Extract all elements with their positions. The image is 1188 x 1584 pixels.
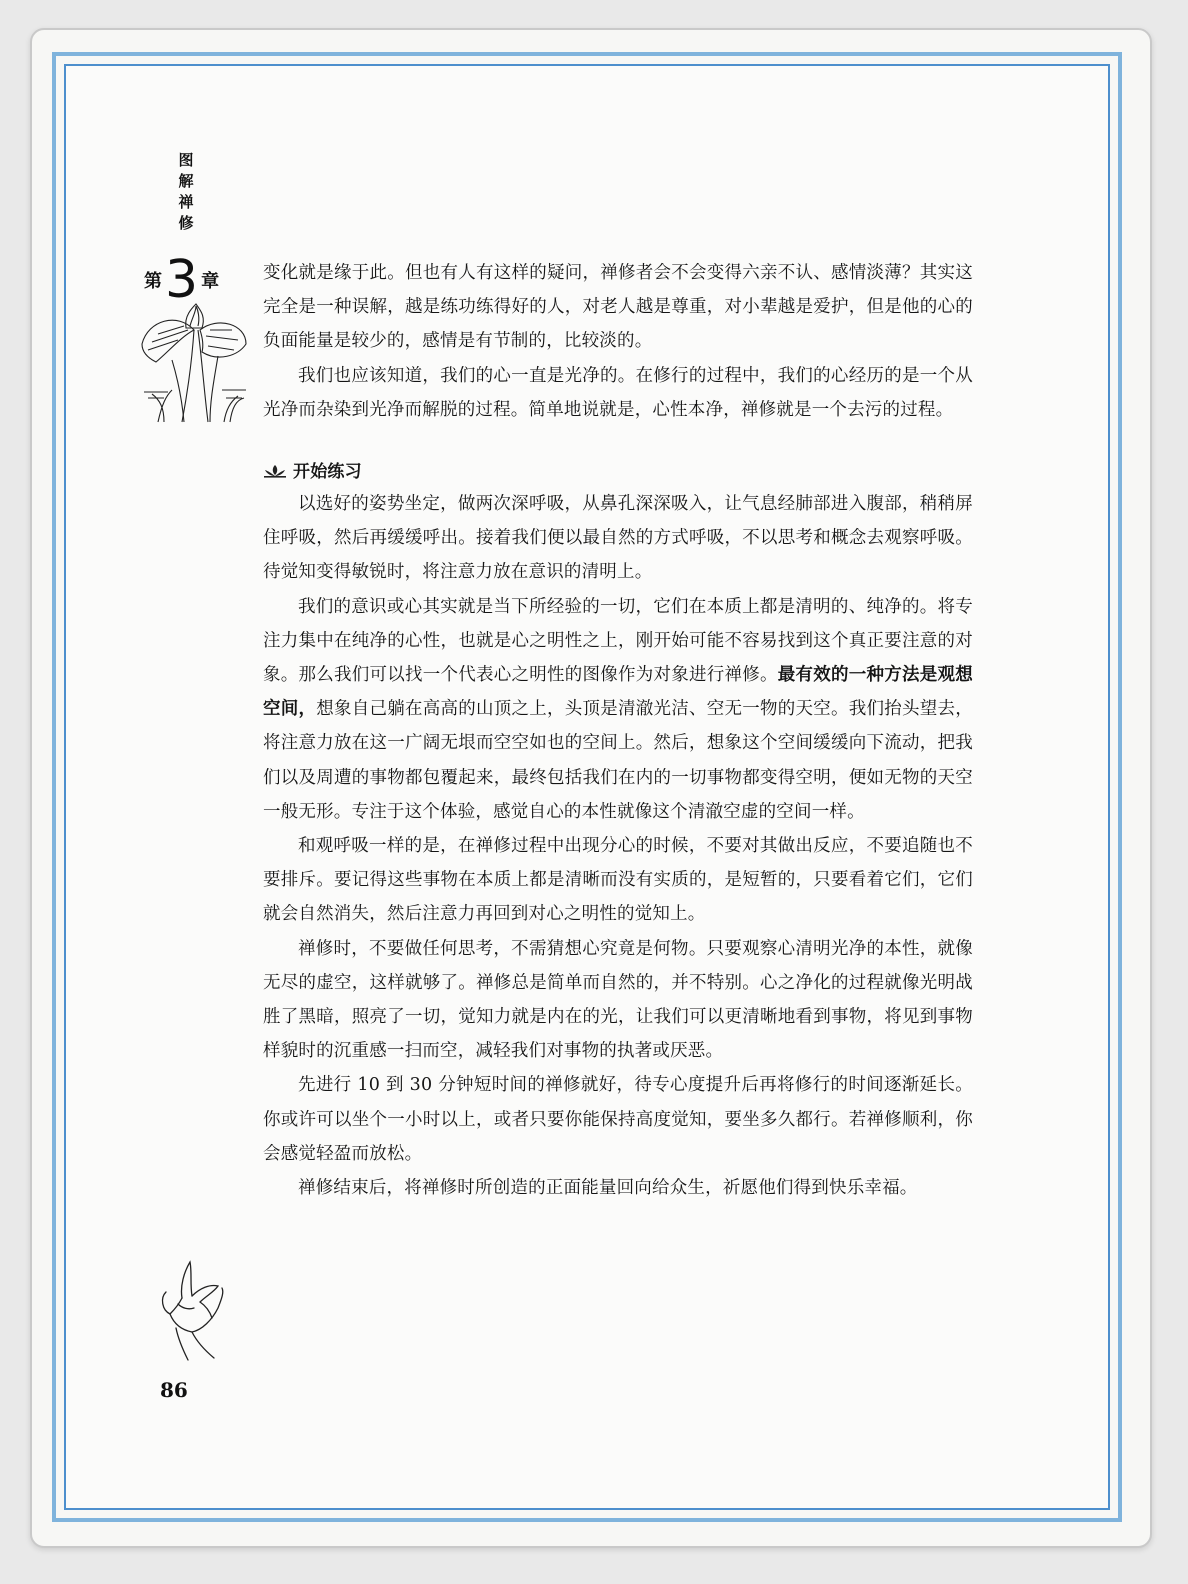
section-heading: [263, 457, 973, 487]
side-title-char: 修: [178, 214, 194, 232]
chapter-number: 3: [165, 250, 199, 310]
lotus-icon: [138, 300, 250, 426]
page-number: 86: [160, 1378, 188, 1402]
chapter-prefix: 第: [144, 271, 162, 292]
lotus-ornament-icon: [263, 464, 287, 478]
paragraph: 禅修时，不要做任何思考，不需猜想心究竟是何物。只要观察心清明光净的本性，就像无尽的虚空，这样就够了。禅修总是简单而自然的，并不特别。心之净化的过程就像光明战胜了黑暗，照亮了一切，觉知力就是内在的光，让我们可以更清晰地看到事物，将见到事物样貌时的沉重感一扫而空，减轻我们对事物的执著或厌恶。: [263, 938, 973, 1062]
book-side-title: [176, 150, 196, 234]
paragraph: 先进行 10 到 30 分钟短时间的禅修就好，待专心度提升后再将修行的时间逐渐延长。你或许可以坐个一小时以上，或者只要你能保持高度觉知，要坐多久都行。若禅修顺利，你会感觉轻盈而放松。: [263, 1075, 973, 1164]
paragraph: 我们也应该知道，我们的心一直是光净的。在修行的过程中，我们的心经历的是一个从光净而杂染到光净而解脱的过程。简单地说就是，心性本净，禅修就是一个去污的过程。: [263, 365, 973, 420]
chapter-suffix: 章: [201, 271, 220, 292]
section-heading-text: 开始练习: [293, 462, 362, 483]
side-title-char: 图: [178, 151, 194, 169]
paragraph: 以选好的姿势坐定，做两次深呼吸，从鼻孔深深吸入，让气息经肺部进入腹部，稍稍屏住呼吸，然后再缓缓呼出。接着我们便以最自然的方式呼吸，不以思考和概念去观察呼吸。待觉知变得敏锐时，将注意力放在意识的清明上。: [263, 494, 973, 583]
emphasis-text: 最有效的一种方法是观想空间，: [263, 665, 973, 720]
paragraph-text: 想象自己躺在高高的山顶之上，头顶是清澈光洁、空无一物的天空。我们抬头望去，将注意力放在这一广阔无垠而空空如也的空间上。然后，想象这个空间缓缓向下流动，把我们以及周遭的事物都包覆起来，最终包括我们在内的一切事物都变得空明，便如无物的天空一般无形。专注于这个体验，感觉自心的本性就像这个清澈空虚的空间一样。: [263, 699, 973, 822]
side-title-char: 禅: [178, 193, 194, 211]
paragraph: 禅修结束后，将禅修时所创造的正面能量回向给众生，祈愿他们得到快乐幸福。: [298, 1178, 918, 1199]
paragraph: [263, 590, 973, 829]
paragraph: 变化就是缘于此。但也有人有这样的疑问，禅修者会不会变得六亲不认、感情淡薄？其实这完全是一种误解，越是练功练得好的人，对老人越是尊重，对小辈越是爱护，但是他的心的负面能量是较少的，感情是有节制的，比较淡的。: [263, 263, 973, 352]
paragraph: 和观呼吸一样的是，在禅修过程中出现分心的时候，不要对其做出反应，不要追随也不要排斥。要记得这些事物在本质上都是清晰而没有实质的，是短暂的，只要看着它们，它们就会自然消失，然后注意力再回到对心之明性的觉知上。: [263, 836, 973, 925]
side-title-char: 解: [178, 172, 194, 190]
paragraph-text: 我们的意识或心其实就是当下所经验的一切，它们在本质上都是清明的、纯净的。将专注力集中在纯净的心性，也就是心之明性之上，刚开始可能不容易找到这个真正要注意的对象。那么我们可以找一个代表心之明性的图像作为对象进行禅修。: [263, 596, 973, 686]
main-text: [263, 256, 973, 1205]
hand-mudra-icon: [152, 1258, 234, 1362]
